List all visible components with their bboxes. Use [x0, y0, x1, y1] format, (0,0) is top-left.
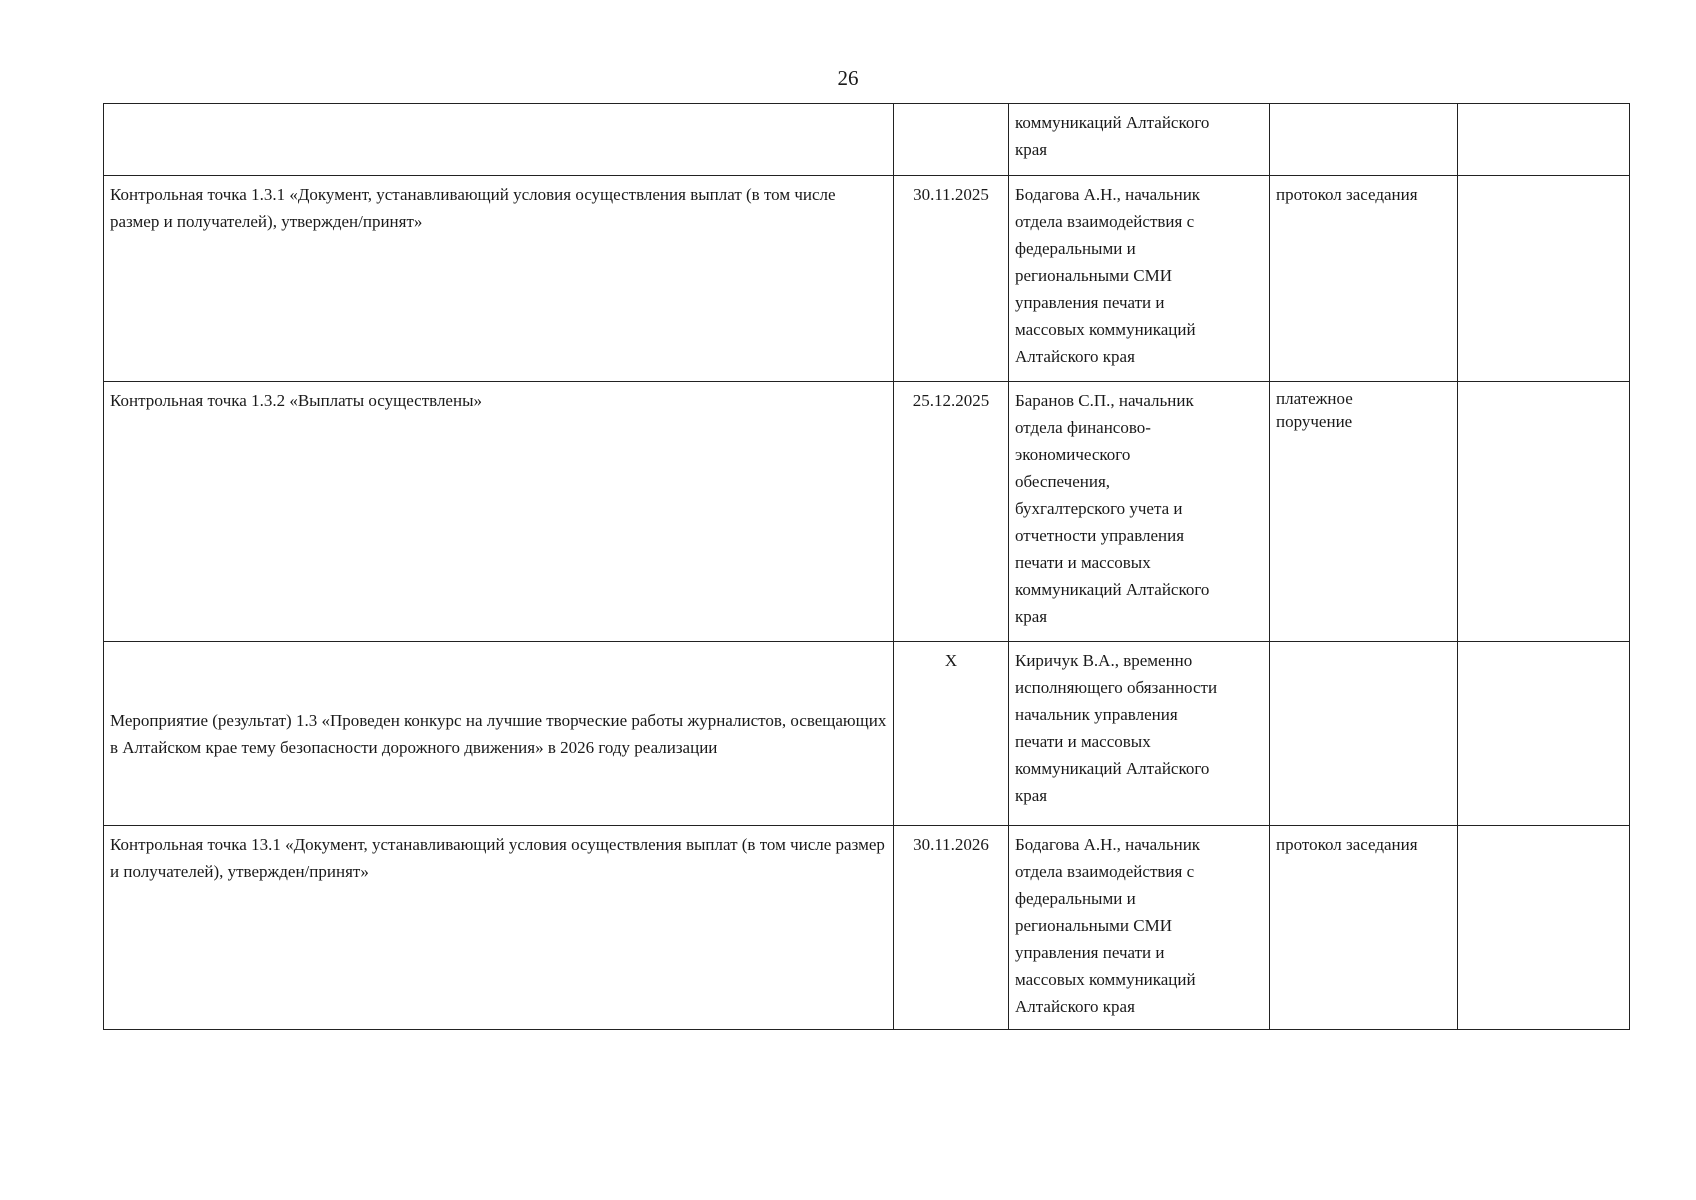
cell-responsible: коммуникаций Алтайского края [1009, 104, 1270, 176]
cell-responsible: Баранов С.П., начальник отдела финансово- экономического обеспечения, бухгалтерского учета и отчетности управления печати и массовых коммуникаций Алтайского края [1009, 382, 1270, 642]
cell-extra [1458, 176, 1630, 382]
cell-document: протокол заседания [1270, 826, 1458, 1030]
table-row-checkpoint-13-1 [104, 826, 1630, 1030]
cell-date: X [894, 642, 1009, 826]
cell-document [1270, 642, 1458, 826]
table-row-checkpoint-1-3-2 [104, 382, 1630, 642]
plan-table [103, 103, 1630, 1030]
table-row-continuation [104, 104, 1630, 176]
cell-name: Мероприятие (результат) 1.3 «Проведен конкурс на лучшие творческие работы журналистов, освещающих в Алтайском крае тему безопасности дорожного движения» в 2026 году реализации [104, 642, 894, 826]
cell-date: 30.11.2025 [894, 176, 1009, 382]
cell-date: 30.11.2026 [894, 826, 1009, 1030]
cell-name [104, 104, 894, 176]
cell-responsible: Бодагова А.Н., начальник отдела взаимодействия с федеральными и региональными СМИ управления печати и массовых коммуникаций Алтайского края [1009, 176, 1270, 382]
cell-responsible: Бодагова А.Н., начальник отдела взаимодействия с федеральными и региональными СМИ управления печати и массовых коммуникаций Алтайского края [1009, 826, 1270, 1030]
cell-document [1270, 104, 1458, 176]
cell-extra [1458, 642, 1630, 826]
cell-responsible: Киричук В.А., временно исполняющего обязанности начальник управления печати и массовых коммуникаций Алтайского края [1009, 642, 1270, 826]
cell-date [894, 104, 1009, 176]
table-row-event-1-3 [104, 642, 1630, 826]
cell-name: Контрольная точка 1.3.1 «Документ, устанавливающий условия осуществления выплат (в том числе размер и получателей), утвержден/принят» [104, 176, 894, 382]
cell-extra [1458, 826, 1630, 1030]
table-row-checkpoint-1-3-1 [104, 176, 1630, 382]
cell-extra [1458, 104, 1630, 176]
cell-extra [1458, 382, 1630, 642]
cell-name: Контрольная точка 1.3.2 «Выплаты осуществлены» [104, 382, 894, 642]
page-number: 26 [837, 66, 859, 90]
cell-name: Контрольная точка 13.1 «Документ, устанавливающий условия осуществления выплат (в том числе размер и получателей), утвержден/принят» [104, 826, 894, 1030]
cell-document: платежное поручение [1270, 382, 1458, 642]
cell-date: 25.12.2025 [894, 382, 1009, 642]
cell-document: протокол заседания [1270, 176, 1458, 382]
